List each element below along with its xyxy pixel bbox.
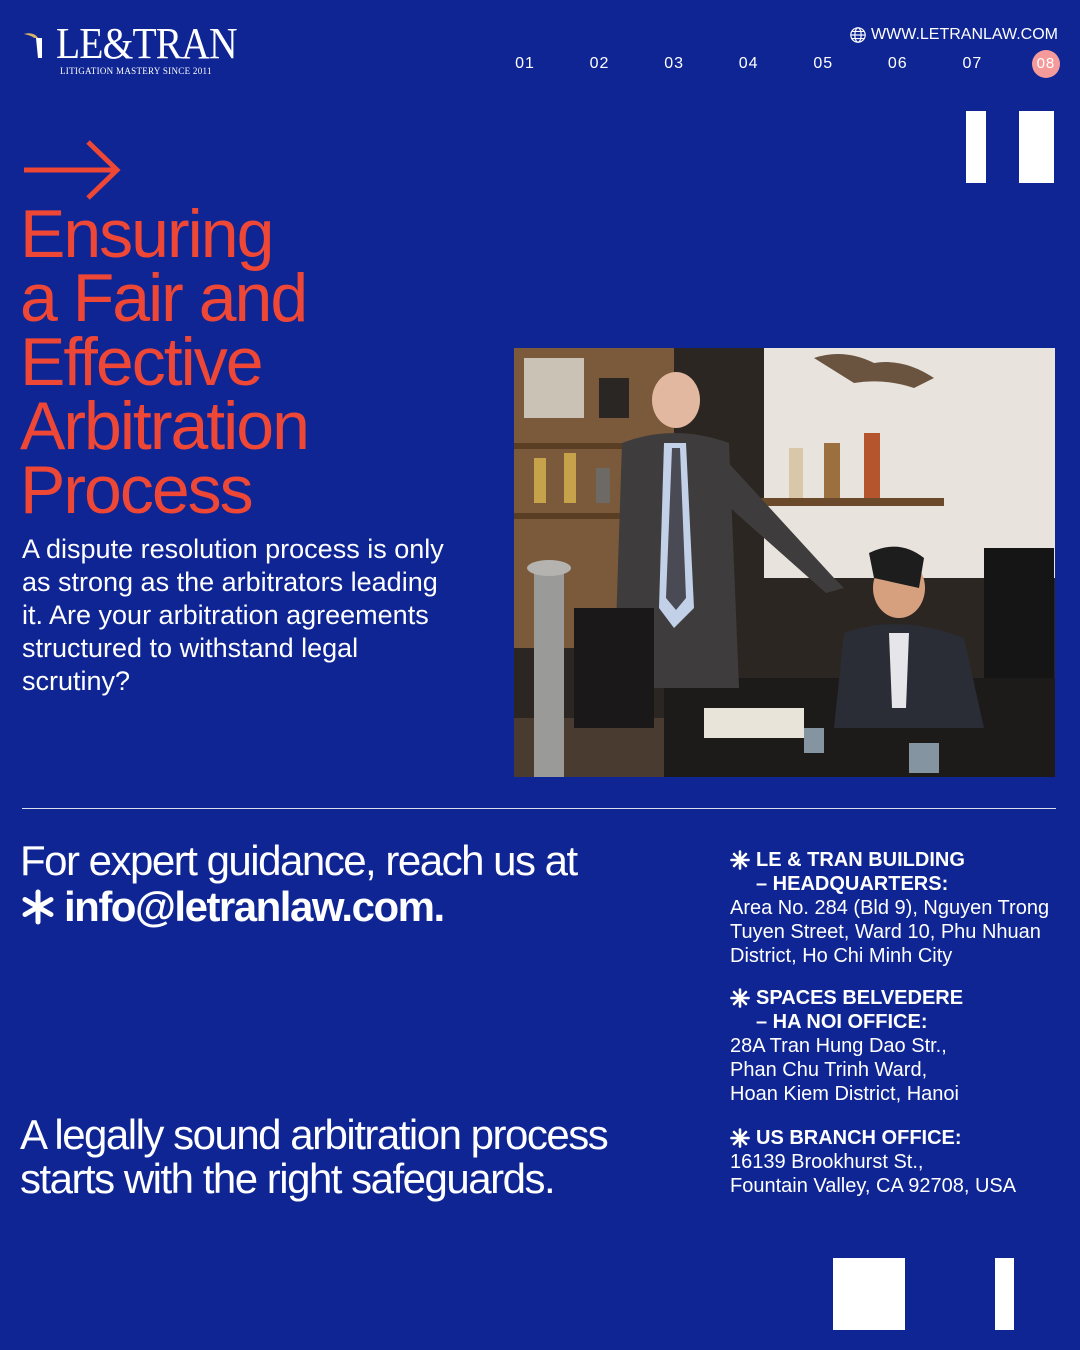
website-link[interactable] — [849, 26, 1058, 44]
title-line: Effective — [20, 324, 262, 400]
page-number: 07 — [962, 55, 983, 72]
email-address[interactable]: info@letranlaw.com. — [64, 883, 444, 930]
decorative-block — [1019, 111, 1054, 183]
decorative-block — [995, 1258, 1014, 1330]
asterisk-icon — [730, 850, 750, 870]
section-divider — [22, 808, 1056, 809]
page-number-active: 08 — [1032, 50, 1060, 78]
logo-tagline: LITIGATION MASTERY SINCE 2011 — [60, 66, 212, 76]
intro-paragraph: A dispute resolution process is only as strong as the arbitrators leading it. Are your arbitration agreements structured to withstand legal scrutiny? — [22, 534, 444, 696]
office-hanoi — [730, 986, 1070, 1106]
asterisk-icon — [20, 889, 56, 925]
logo-mark-icon — [22, 28, 52, 60]
meeting-illustration — [514, 348, 1055, 777]
asterisk-icon — [730, 1128, 750, 1148]
logo-wordmark: LE&TRAN — [56, 19, 237, 68]
office-title: US BRANCH OFFICE: — [756, 1127, 962, 1149]
page-number: 01 — [515, 55, 535, 72]
closing-tagline: A legally sound arbitration process starts with the right safeguards. — [20, 1111, 608, 1202]
title-line: Arbitration — [20, 388, 308, 464]
office-address: 16139 Brookhurst St., Fountain Valley, CA 92708, USA — [730, 1151, 1017, 1197]
page-indicator — [510, 50, 1060, 78]
arrow-right-icon — [24, 138, 122, 202]
title-line: Process — [20, 452, 252, 528]
title-line: a Fair and — [20, 260, 307, 336]
contact-lead: For expert guidance, reach us at — [20, 837, 577, 884]
office-us-branch — [730, 1126, 1070, 1198]
globe-icon — [849, 26, 867, 44]
page-number: 03 — [664, 55, 685, 72]
office-address: Area No. 284 (Bld 9), Nguyen Trong Tuyen Street, Ward 10, Phu Nhuan District, Ho Chi Minh City — [730, 897, 1050, 967]
decorative-block — [833, 1258, 905, 1330]
page-title — [20, 196, 460, 528]
decorative-block — [966, 111, 986, 183]
office-headquarters — [730, 848, 1070, 968]
page-number: 06 — [887, 55, 908, 72]
title-line: Ensuring — [20, 196, 273, 272]
asterisk-icon — [730, 988, 750, 1008]
website-url: WWW.LETRANLAW.COM — [871, 26, 1058, 43]
meeting-photo — [514, 348, 1055, 777]
page-number: 02 — [589, 55, 610, 72]
contact-email[interactable] — [20, 884, 444, 930]
office-address: 28A Tran Hung Dao Str., Phan Chu Trinh Ward, Hoan Kiem District, Hanoi — [730, 1035, 959, 1105]
office-title: LE & TRAN BUILDING – HEADQUARTERS: — [756, 849, 965, 895]
office-title: SPACES BELVEDERE – HA NOI OFFICE: — [756, 987, 964, 1033]
page-number: 05 — [813, 55, 834, 72]
page-number: 04 — [738, 55, 759, 72]
